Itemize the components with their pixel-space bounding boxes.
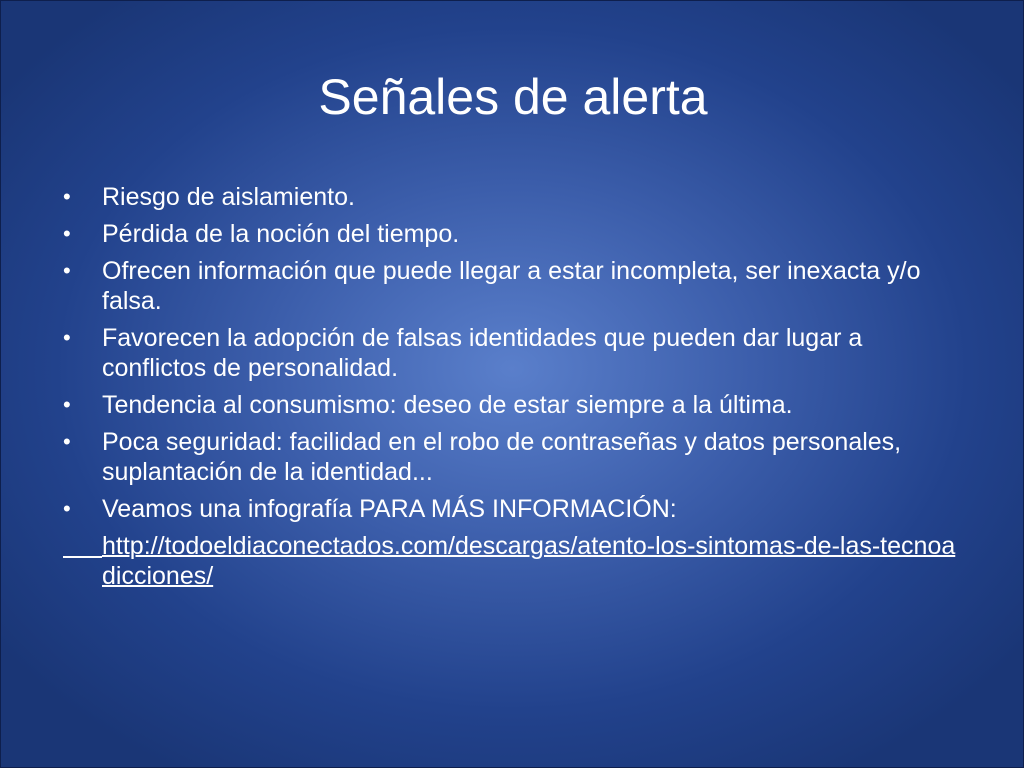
bullet-item bbox=[63, 494, 963, 524]
bullet-text: Tendencia al consumismo: deseo de estar siempre a la última. bbox=[102, 391, 793, 419]
bullet-item bbox=[63, 390, 963, 420]
slide-title: Señales de alerta bbox=[318, 69, 708, 125]
bullet-icon: • bbox=[63, 496, 71, 521]
bullet-icon: • bbox=[63, 325, 71, 350]
bullet-item bbox=[63, 323, 963, 383]
bullet-icon: • bbox=[63, 258, 71, 283]
bullet-icon: • bbox=[63, 429, 71, 454]
bullet-text: Ofrecen información que puede llegar a estar incompleta, ser inexacta y/o falsa. bbox=[102, 257, 921, 315]
link-underline-lead bbox=[63, 528, 102, 558]
bullet-text: Pérdida de la noción del tiempo. bbox=[102, 220, 460, 248]
bullet-icon: • bbox=[63, 184, 71, 209]
infographic-link-line bbox=[63, 531, 963, 591]
bullet-item bbox=[63, 427, 963, 487]
slide-content bbox=[63, 182, 963, 591]
bullet-item bbox=[63, 256, 963, 316]
bullet-text: Favorecen la adopción de falsas identidades que pueden dar lugar a conflictos de personalidad. bbox=[102, 324, 863, 382]
bullet-text: Poca seguridad: facilidad en el robo de contraseñas y datos personales, suplantación de la identidad... bbox=[102, 428, 902, 486]
bullet-list bbox=[63, 182, 963, 524]
bullet-text: Riesgo de aislamiento. bbox=[102, 183, 355, 211]
bullet-icon: • bbox=[63, 221, 71, 246]
infographic-link[interactable]: http://todoeldiaconectados.com/descargas/atento-los-sintomas-de-las-tecnoadicciones/ bbox=[102, 532, 956, 590]
bullet-item bbox=[63, 219, 963, 249]
bullet-icon: • bbox=[63, 392, 71, 417]
bullet-item bbox=[63, 182, 963, 212]
bullet-text: Veamos una infografía PARA MÁS INFORMACIÓN: bbox=[102, 495, 677, 523]
